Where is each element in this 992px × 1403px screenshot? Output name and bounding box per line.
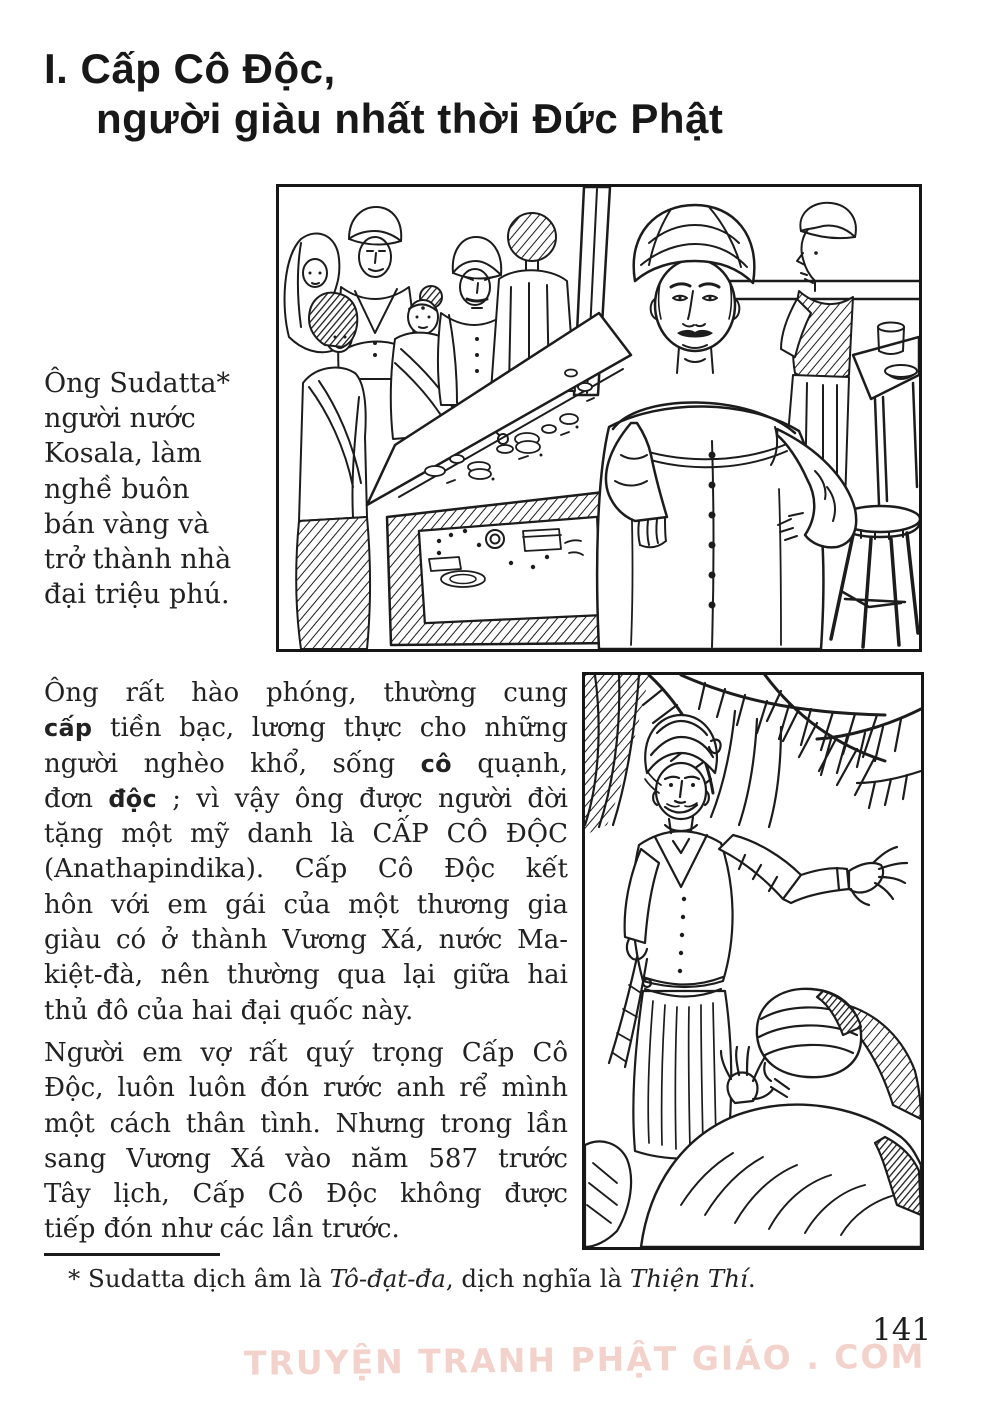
conversation-illustration — [582, 672, 924, 1250]
text-line: Tây lịch, Cấp Cô Độc không được — [44, 1179, 568, 1210]
text-line: Người em vợ rất quý trọng Cấp Cô — [44, 1037, 568, 1068]
site-watermark: TRUYỆN TRANH PHẬT GIÁO . COM — [243, 1336, 926, 1383]
text-line: thủ đô của hai đại quốc này. — [44, 995, 414, 1026]
text-line: sang Vương Xá vào năm 587 trước — [44, 1143, 568, 1174]
text-line: giàu có ở thành Vương Xá, nước Ma- — [44, 925, 568, 956]
text-line: tiếp đón như các lần trước. — [44, 1214, 400, 1245]
footnote-rule — [44, 1253, 220, 1256]
text-line: Ông rất hào phóng, thường cung — [44, 678, 568, 708]
text-line: tặng một mỹ danh là CẤP CÔ ĐỘC — [44, 819, 568, 850]
background-rails — [729, 281, 919, 299]
caption-line: Ông Sudatta* — [44, 368, 230, 399]
chapter-title-line-2: người giàu nhất thời Đức Phật — [96, 95, 724, 142]
side-table — [853, 323, 919, 506]
text-line: người nghèo khổ, sống cô quạnh, — [44, 748, 568, 779]
text-line: một cách thân tình. Nhưng trong lần — [44, 1108, 568, 1139]
caption-line: nghề buôn — [44, 473, 190, 505]
text-line: cấp tiền bạc, lương thực cho những — [44, 713, 568, 744]
chapter-title — [44, 44, 723, 144]
page-number: 141 — [872, 1312, 932, 1348]
footnote-text: * Sudatta dịch âm là Tô-đạt-đa, dịch nghĩa là Thiện Thí. — [68, 1264, 756, 1293]
display-cabinet — [387, 491, 619, 645]
caption-line: bán vàng và — [44, 508, 210, 540]
body-text — [44, 676, 568, 1248]
caption-line: Kosala, làm — [44, 438, 202, 470]
paragraph-2 — [44, 1036, 568, 1248]
text-line: kiệt-đà, nên thường qua lại giữa hai — [44, 960, 568, 991]
text-line: hôn với em gái của một thương gia — [44, 889, 568, 920]
chapter-title-line-1: I. Cấp Cô Độc, — [44, 45, 336, 92]
text-line: Độc, luôn luôn đón rước anh rể mình — [44, 1073, 568, 1104]
text-line: (Anathapindika). Cấp Cô Độc kết — [44, 854, 568, 885]
caption-line: trở thành nhà — [44, 544, 232, 576]
text-line: đơn độc ; vì vậy ông được người đời — [44, 783, 568, 814]
palm-leaves — [585, 675, 921, 835]
intro-caption — [44, 366, 272, 612]
gold-shop-illustration — [276, 184, 922, 652]
caption-line: đại triệu phú. — [44, 579, 230, 611]
caption-line: người nước — [44, 403, 196, 435]
paragraph-1 — [44, 676, 568, 1029]
